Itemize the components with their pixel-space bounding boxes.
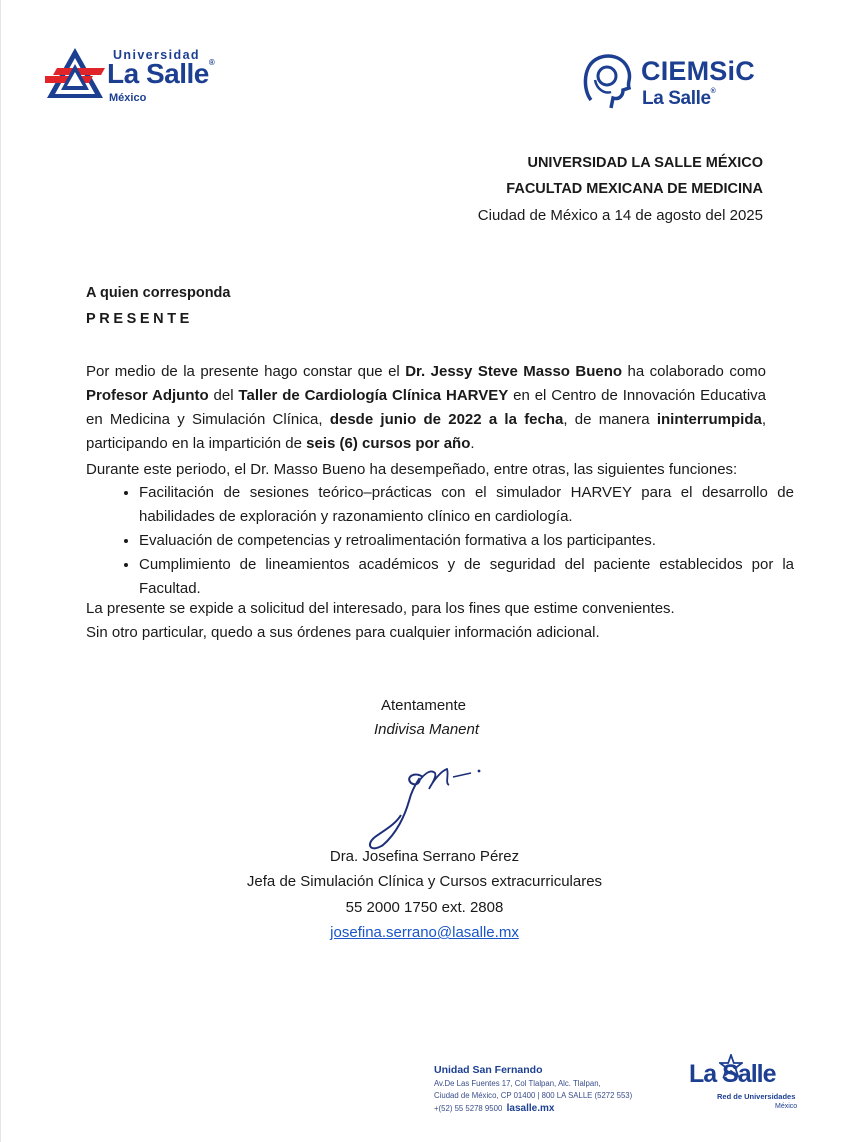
handwritten-signature [361, 755, 501, 855]
list-item: • Facilitación de sesiones teórico–prácticas con el simulador HARVEY para el desarrollo de habilidades de exploración y razonamiento clínico en cardiología. [139, 481, 794, 529]
logo-name-text: La Salle® [107, 58, 215, 89]
presente-heading: PRESENTE [86, 311, 193, 327]
ciemsic-name-text: CIEMSiC [641, 56, 755, 86]
lasalle-university-logo [45, 44, 220, 110]
paragraph-certification: Por medio de la presente hago constar que el Dr. Jessy Steve Masso Bueno ha colaborado como Profesor Adjunto del Taller de Cardiología Clínica HARVEY en el Centro de Innovación Educativa en Medicina y Simulación Clínica, desde junio de 2022 a la fecha, de manera ininterrumpida, participando en la impartición de seis (6) cursos por año. [86, 363, 767, 452]
mode-text: ininterrumpida [656, 411, 762, 428]
footer-contact-line: +(52) 55 5278 9500 lasalle.mx [434, 1103, 555, 1114]
institution-heading: UNIVERSIDAD LA SALLE MÉXICO [527, 155, 763, 171]
star-icon [719, 1054, 743, 1078]
lasalle-network-logo [689, 1052, 809, 1114]
course-count-text: seis (6) cursos por año [306, 435, 471, 452]
ciemsic-sub-text: La Salle® [642, 88, 716, 109]
ciemsic-logo [581, 48, 771, 114]
paragraph-issuance: La presente se expide a solicitud del interesado, para los fines que estime convenientes. [86, 600, 675, 617]
paragraph-functions-intro: Durante este periodo, el Dr. Masso Bueno ha desempeñado, entre otras, las siguientes funciones: [86, 461, 738, 478]
doctor-name: Dr. Jessy Steve Masso Bueno [405, 363, 623, 380]
signer-title: Jefa de Simulación Clínica y Cursos extracurriculares [246, 873, 603, 890]
salutation: A quien corresponda [86, 285, 231, 301]
footer-website-link[interactable]: lasalle.mx [506, 1103, 555, 1114]
signer-name: Dra. Josefina Serrano Pérez [329, 848, 520, 865]
faculty-heading: FACULTAD MEXICANA DE MEDICINA [506, 181, 763, 197]
logo-university-text: Universidad [113, 48, 200, 62]
place-date: Ciudad de México a 14 de agosto del 2025 [477, 207, 763, 224]
head-profile-icon [581, 50, 633, 110]
role-text: Profesor Adjunto [86, 387, 209, 404]
signer-email-link[interactable]: josefina.serrano@lasalle.mx [330, 924, 519, 941]
list-item: • Cumplimiento de lineamientos académicos y de seguridad del paciente establecidos por la Facultad. [139, 553, 794, 601]
footer-address-line: Av.De Las Fuentes 17, Col Tlalpan, Alc. Tlalpan, [434, 1079, 601, 1088]
signer-phone: 55 2000 1750 ext. 2808 [345, 899, 504, 916]
regards-text: Atentamente [380, 697, 467, 714]
footer-address-line: Ciudad de México, CP 01400 | 800 LA SALLE (5272 553) [434, 1091, 633, 1100]
functions-list [111, 481, 794, 601]
course-name: Taller de Cardiología Clínica HARVEY [238, 387, 509, 404]
logo-country-text: México [109, 92, 147, 104]
footer-unit-name: Unidad San Fernando [434, 1064, 543, 1076]
footer-logo-country: México [775, 1103, 798, 1110]
list-item: • Evaluación de competencias y retroalimentación formativa a los participantes. [139, 529, 794, 553]
lasalle-star-icon [45, 46, 105, 102]
footer-logo-name: La Salle [689, 1060, 776, 1088]
footer-logo-subtitle: Red de Universidades [717, 1092, 796, 1101]
paragraph-closing: Sin otro particular, quedo a sus órdenes para cualquier información adicional. [86, 624, 600, 641]
motto-text: Indivisa Manent [373, 721, 480, 738]
period-text: desde junio de 2022 a la fecha [329, 411, 564, 428]
